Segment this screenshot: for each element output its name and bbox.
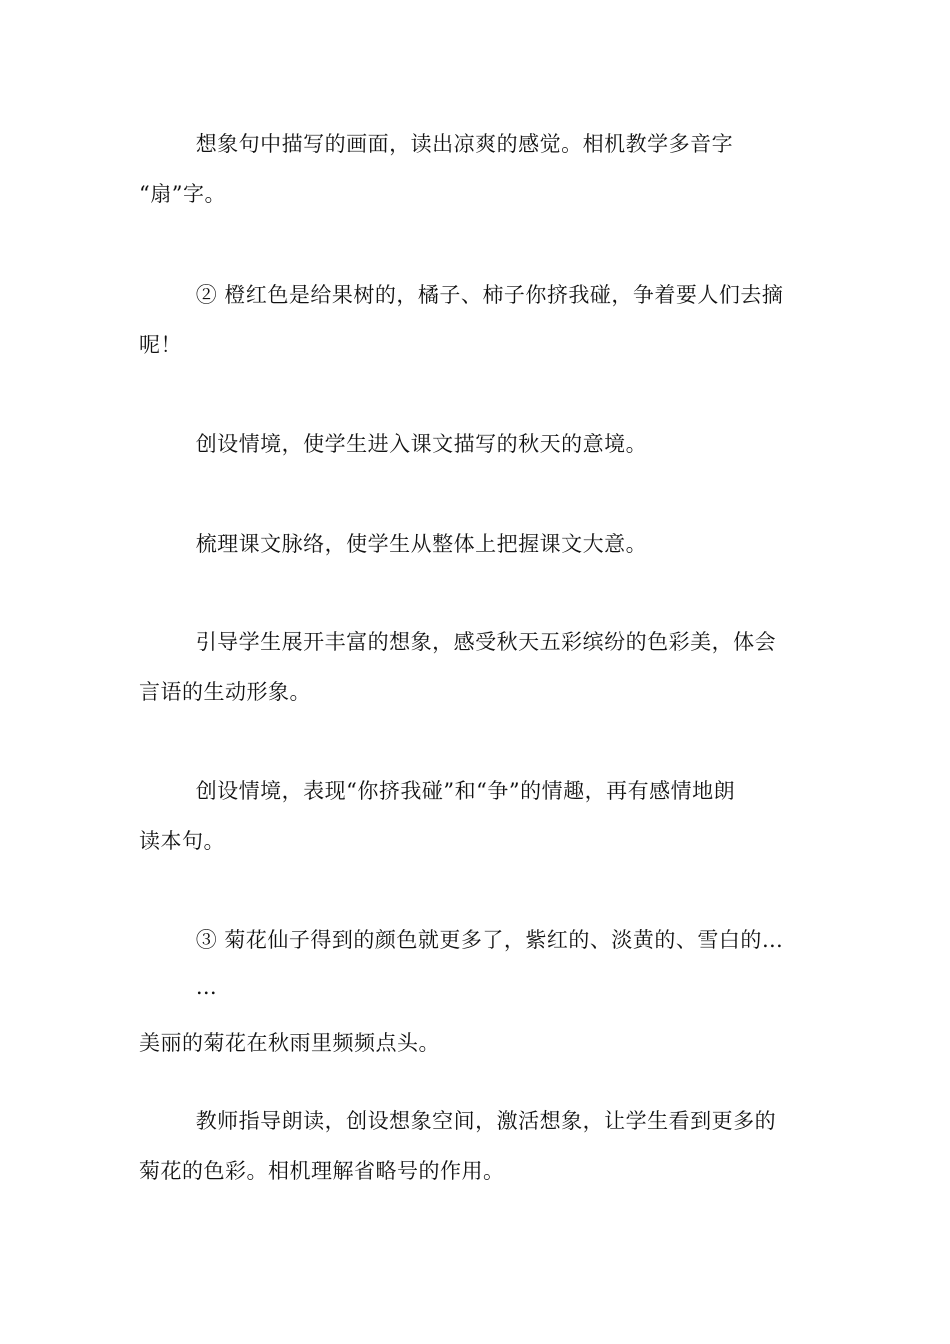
paragraph-1 <box>139 119 819 169</box>
paragraph-1-continuation <box>139 169 819 219</box>
paragraph-3 <box>139 419 819 469</box>
paragraph-4-line-1: 梳理课文脉络，使学生从整体上把握课文大意。 <box>195 532 648 556</box>
paragraph-2-line-2: 呢！ <box>139 333 182 357</box>
paragraph-9-line-1: 教师指导朗读，创设想象空间，激活想象，让学生看到更多的 <box>195 1109 777 1133</box>
paragraph-5-line-1: 引导学生展开丰富的想象，感受秋天五彩缤纷的色彩美，体会 <box>195 630 777 654</box>
paragraph-4 <box>139 519 819 569</box>
paragraph-1-line-2: “扇”字。 <box>139 182 226 206</box>
paragraph-9 <box>139 1096 819 1146</box>
paragraph-9-continuation <box>139 1146 819 1196</box>
paragraph-6-line-2: 读本句。 <box>139 829 225 853</box>
paragraph-7 <box>139 915 819 965</box>
paragraph-6-continuation <box>139 816 819 866</box>
paragraph-7-continuation <box>139 962 819 1012</box>
paragraph-7-line-1: ③ 菊花仙子得到的颜色就更多了，紫红的、淡黄的、雪白的… <box>195 928 784 952</box>
paragraph-6-line-1: 创设情境，表现“你挤我碰”和“争”的情趣，再有感情地朗 <box>195 779 736 803</box>
paragraph-2-continuation <box>139 320 819 370</box>
paragraph-2 <box>139 270 819 320</box>
paragraph-8 <box>139 1018 819 1068</box>
paragraph-5-line-2: 言语的生动形象。 <box>139 680 311 704</box>
paragraph-1-line-1: 想象句中描写的画面，读出凉爽的感觉。相机教学多音字 <box>195 132 734 156</box>
paragraph-8-line-1: 美丽的菊花在秋雨里频频点头。 <box>139 1031 440 1055</box>
paragraph-5-continuation <box>139 667 819 717</box>
paragraph-5 <box>139 617 819 667</box>
paragraph-2-line-1: ② 橙红色是给果树的，橘子、柿子你挤我碰，争着要人们去摘 <box>195 283 784 307</box>
paragraph-7-line-2: … <box>195 975 218 999</box>
paragraph-3-line-1: 创设情境，使学生进入课文描写的秋天的意境。 <box>195 432 648 456</box>
paragraph-9-line-2: 菊花的色彩。相机理解省略号的作用。 <box>139 1159 505 1183</box>
paragraph-6 <box>139 766 819 816</box>
